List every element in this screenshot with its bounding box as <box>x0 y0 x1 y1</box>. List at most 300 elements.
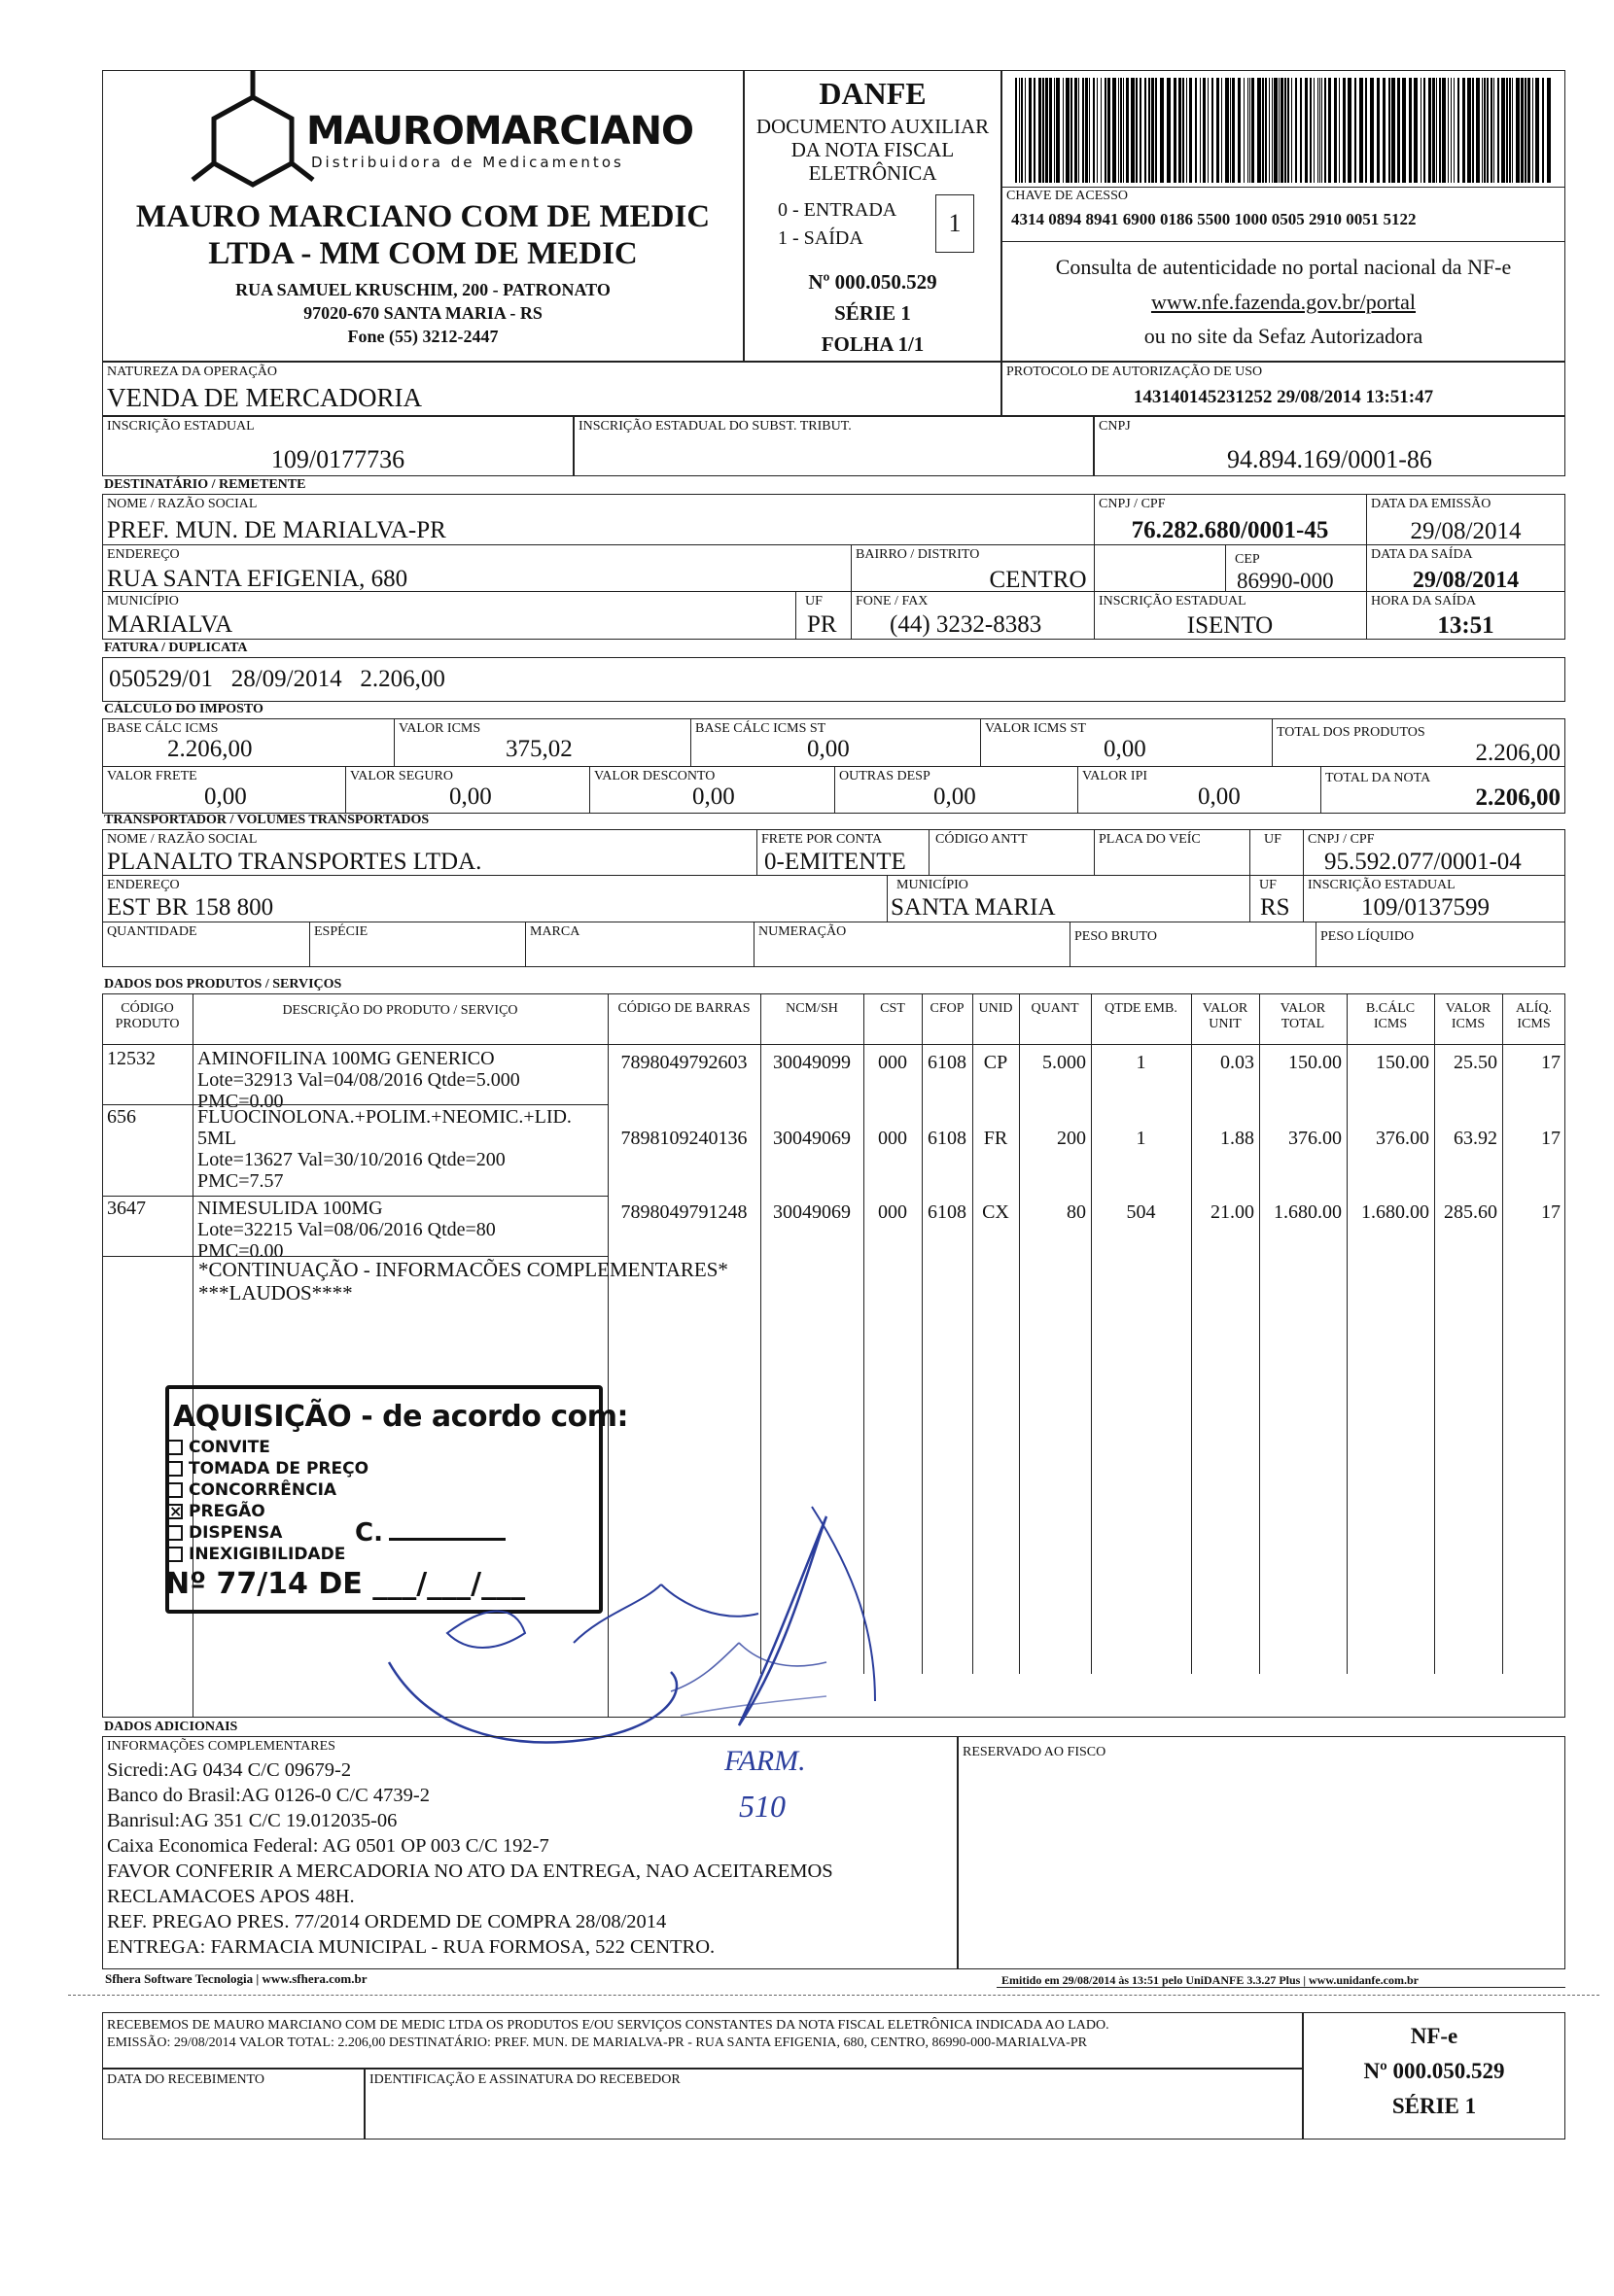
product-header-6: UNID <box>978 1001 1013 1016</box>
product-emb: 504 <box>1126 1201 1156 1223</box>
barcode-bar <box>1042 78 1044 183</box>
stamp-option <box>167 1544 368 1565</box>
transp-pl-label: PESO LÍQUIDO <box>1320 929 1415 944</box>
barcode-bar <box>1244 78 1245 183</box>
barcode-bar <box>1547 78 1551 183</box>
barcode-bar <box>1131 78 1135 183</box>
barcode-bar <box>1186 78 1187 183</box>
dest-cep-label: CEP <box>1235 552 1260 567</box>
transp-end-label: ENDEREÇO <box>107 878 180 892</box>
adicionais-line: Banco do Brasil:AG 0126-0 C/C 4739-2 <box>107 1785 430 1806</box>
frete: 0,00 <box>204 783 247 810</box>
divider <box>851 591 852 640</box>
consult-text-2: ou no site da Sefaz Autorizadora <box>1143 324 1423 348</box>
transp-placa-label: PLACA DO VEÍC <box>1099 832 1201 847</box>
product-column-divider <box>972 993 973 1674</box>
barcode-bar <box>1208 78 1209 183</box>
divider <box>394 718 395 766</box>
barcode-bar <box>1354 78 1356 183</box>
barcode-bar <box>1160 78 1164 183</box>
cut-line <box>68 1995 1599 1996</box>
stamp-number: Nº 77/14 DE ___/___/___ <box>165 1567 526 1601</box>
product-code: 656 <box>107 1106 136 1128</box>
footer-line <box>997 1987 1565 1988</box>
product-vtotal: 1.680.00 <box>1274 1201 1342 1223</box>
barcode-bar <box>1467 78 1471 183</box>
barcode-bar <box>1025 78 1026 183</box>
product-row-separator <box>102 1196 608 1197</box>
stamp-option-label: CONVITE <box>189 1438 270 1457</box>
barcode-bar <box>1200 78 1201 183</box>
barcode-bar <box>1019 78 1020 183</box>
transp-ie: 109/0137599 <box>1361 894 1490 921</box>
product-column-divider <box>1347 993 1348 1674</box>
dest-emissao-label: DATA DA EMISSÃO <box>1371 497 1491 511</box>
divider <box>309 922 310 967</box>
divider <box>756 829 757 875</box>
product-column-divider <box>1502 993 1503 1674</box>
dest-municipio: MARIALVA <box>107 611 233 638</box>
product-column-divider <box>1091 993 1092 1674</box>
barcode-bar <box>1319 78 1320 183</box>
transp-name: PLANALTO TRANSPORTES LTDA. <box>107 849 482 875</box>
product-vunit: 0.03 <box>1220 1052 1254 1073</box>
barcode-bar <box>1056 78 1060 183</box>
barcode-bar <box>1287 78 1289 183</box>
barcode-bar <box>1491 78 1492 183</box>
stamp-title: AQUISIÇÃO - de acordo com: <box>173 1400 628 1434</box>
barcode-bar <box>1542 78 1544 183</box>
divider <box>102 875 1565 876</box>
product-vicms: 63.92 <box>1454 1128 1497 1149</box>
operation-label: NATUREZA DA OPERAÇÃO <box>107 365 278 379</box>
laudos-text: ***LAUDOS**** <box>198 1281 353 1305</box>
product-cfop: 6108 <box>928 1128 966 1149</box>
canhoto-text1: RECEBEMOS DE MAURO MARCIANO COM DE MEDIC LTDA OS PRODUTOS E/OU SERVIÇOS CONSTANTES DA NOTA FISCAL ELETRÔNICA INDICADA AO LADO. <box>107 2018 1109 2033</box>
adicionais-line: Sicredi:AG 0434 C/C 09679-2 <box>107 1759 352 1781</box>
barcode-bar <box>1107 78 1110 183</box>
footer-right: Emitido em 29/08/2014 às 13:51 pelo UniDANFE 3.3.27 Plus | www.unidanfe.com.br <box>1001 1973 1419 1987</box>
product-vtotal: 376.00 <box>1288 1128 1342 1149</box>
ie-value: 109/0177736 <box>270 445 405 473</box>
barcode-bar <box>1484 78 1486 183</box>
barcode-bar <box>1148 78 1150 183</box>
barcode-bar <box>1074 78 1077 183</box>
divider <box>1094 829 1095 875</box>
adicionais-section-title: DADOS ADICIONAIS <box>104 1720 238 1734</box>
product-header-13: ALÍQ. ICMS <box>1516 1001 1552 1031</box>
divider <box>1303 829 1304 922</box>
protocol-value: 143140145231252 29/08/2014 13:51:47 <box>1133 387 1434 407</box>
divider <box>1272 718 1273 766</box>
barcode-bar <box>1281 78 1283 183</box>
barcode-bar <box>1432 78 1435 183</box>
product-column-divider <box>1019 993 1020 1674</box>
barcode-bar <box>1428 78 1431 183</box>
dest-cep: 86990-000 <box>1237 569 1334 593</box>
danfe-serie: SÉRIE 1 <box>834 301 911 325</box>
dest-fone: (44) 3232-8383 <box>890 611 1042 638</box>
divider <box>1001 187 1565 188</box>
transp-cnpj: 95.592.077/0001-04 <box>1324 849 1522 875</box>
barcode-bar <box>1439 78 1441 183</box>
barcode-bar <box>1454 78 1455 183</box>
produtos-section-title: DADOS DOS PRODUTOS / SERVIÇOS <box>104 977 342 991</box>
canhoto-nfe: NF-e <box>1410 2024 1458 2048</box>
danfe-saida: 1 - SAÍDA <box>778 227 863 249</box>
barcode-bar <box>1442 78 1446 183</box>
dest-saida: 29/08/2014 <box>1412 568 1520 593</box>
barcode-bar <box>1211 78 1213 183</box>
adicionais-line: Caixa Economica Federal: AG 0501 OP 003 C/C 192-7 <box>107 1835 549 1857</box>
divider <box>345 766 346 814</box>
barcode-bar <box>1472 78 1474 183</box>
divider <box>834 766 835 814</box>
barcode-bar <box>1423 78 1425 183</box>
barcode-bar <box>1078 78 1079 183</box>
operation-value: VENDA DE MERCADORIA <box>107 383 422 412</box>
outras-label: OUTRAS DESP <box>839 769 930 783</box>
product-header-10: VALOR TOTAL <box>1280 1001 1326 1031</box>
continuacao-text: *CONTINUAÇÃO - INFORMACÕES COMPLEMENTARES* <box>198 1258 728 1281</box>
recebimento-label: DATA DO RECEBIMENTO <box>107 2072 264 2087</box>
barcode-bar <box>1126 78 1129 183</box>
barcode-bar <box>1034 78 1035 183</box>
product-vunit: 21.00 <box>1210 1201 1254 1223</box>
divider <box>1249 829 1250 922</box>
barcode-bar <box>1397 78 1400 183</box>
stamp-option <box>167 1458 368 1479</box>
product-header-11: B.CÁLC ICMS <box>1365 1001 1416 1031</box>
product-pmc: PMC=0.00 <box>197 1240 284 1262</box>
stamp-option <box>167 1437 368 1458</box>
product-row-separator <box>102 1256 608 1257</box>
product-vtotal: 150.00 <box>1288 1052 1342 1073</box>
dest-end-label: ENDEREÇO <box>107 547 180 562</box>
dest-uf-label: UF <box>805 594 823 609</box>
barcode-bar <box>1532 78 1533 183</box>
barcode-bar <box>1063 78 1064 183</box>
transp-frete-label: FRETE POR CONTA <box>761 832 883 847</box>
barcode-bar <box>1383 78 1386 183</box>
barcode-bar <box>1082 78 1084 183</box>
barcode-bar <box>1015 78 1017 183</box>
barcode-bar <box>1328 78 1331 183</box>
barcode-bar <box>1436 78 1437 183</box>
barcode-bar <box>1348 78 1351 183</box>
barcode-bar <box>1402 78 1406 183</box>
transp-uf-label: UF <box>1264 832 1281 847</box>
barcode-bar <box>1167 78 1171 183</box>
barcode-bar <box>1310 78 1312 183</box>
dest-ie-label: INSCRIÇÃO ESTADUAL <box>1099 594 1246 609</box>
barcode-bar <box>1314 78 1315 183</box>
transp-num-label: NUMERAÇÃO <box>758 924 847 939</box>
barcode-bar <box>1391 78 1395 183</box>
product-bcalc: 150.00 <box>1376 1052 1429 1073</box>
product-pmc: PMC=0.00 <box>197 1091 284 1112</box>
dest-hora: 13:51 <box>1437 612 1494 639</box>
product-quant: 5.000 <box>1042 1052 1086 1073</box>
product-header-5: CFOP <box>930 1001 965 1016</box>
base-st-label: BASE CÁLC ICMS ST <box>695 721 826 736</box>
transp-cnpj-label: CNPJ / CPF <box>1308 832 1375 847</box>
barcode-bar <box>1509 78 1511 183</box>
product-header-3: NCM/SH <box>786 1001 838 1016</box>
barcode-bar <box>1284 78 1286 183</box>
product-barras: 7898049792603 <box>620 1052 748 1073</box>
barcode-bar <box>1272 78 1273 183</box>
divider <box>1077 766 1078 814</box>
transp-frete: 0-EMITENTE <box>764 849 906 875</box>
valor-icms-label: VALOR ICMS <box>399 721 481 736</box>
transp-uf2: RS <box>1260 894 1290 921</box>
barcode-bar <box>1525 78 1526 183</box>
desconto: 0,00 <box>692 783 735 810</box>
product-ncm: 30049069 <box>773 1201 851 1223</box>
checkbox-icon: × <box>169 1502 183 1520</box>
transp-ie-label: INSCRIÇÃO ESTADUAL <box>1308 878 1456 892</box>
barcode-bar <box>1506 78 1508 183</box>
canhoto-numero: Nº 000.050.529 <box>1363 2059 1505 2083</box>
barcode-bar <box>1493 78 1494 183</box>
assinatura-label: IDENTIFICAÇÃO E ASSINATURA DO RECEBEDOR <box>369 2072 681 2087</box>
barcode-bar <box>1049 78 1052 183</box>
barcode-bar <box>1038 78 1041 183</box>
stamp-option <box>167 1522 368 1544</box>
logo-brand: MAUROMARCIANO <box>306 109 694 154</box>
dest-uf: PR <box>807 611 837 638</box>
barcode-bar <box>1174 78 1176 183</box>
barcode-bar <box>1070 78 1072 183</box>
barcode-bar <box>1414 78 1418 183</box>
product-vicms: 285.60 <box>1444 1201 1497 1223</box>
divider <box>887 875 888 922</box>
product-aliq: 17 <box>1541 1052 1561 1073</box>
barcode-bar <box>1089 78 1090 183</box>
dest-hora-label: HORA DA SAÍDA <box>1371 594 1477 609</box>
product-code: 3647 <box>107 1198 146 1219</box>
barcode-bar <box>1265 78 1267 183</box>
stamp-option-label: PREGÃO <box>189 1502 265 1521</box>
canhoto-serie: SÉRIE 1 <box>1391 2094 1477 2118</box>
product-unid: CP <box>983 1052 1008 1073</box>
barcode-bar <box>1195 78 1197 183</box>
transp-esp-label: ESPÉCIE <box>314 924 368 939</box>
barcode-bar <box>1370 78 1374 183</box>
valor-icms: 375,02 <box>506 736 573 762</box>
product-emb: 1 <box>1136 1052 1146 1073</box>
stamp-c-text: C. <box>355 1518 383 1548</box>
product-cst: 000 <box>878 1128 907 1149</box>
barcode-bar <box>1054 78 1055 183</box>
base-st: 0,00 <box>807 736 850 762</box>
product-header-2: CÓDIGO DE BARRAS <box>617 1001 751 1016</box>
total-nota: 2.206,00 <box>1475 784 1561 811</box>
barcode-bar <box>1321 78 1322 183</box>
transp-municipio: SANTA MARIA <box>891 894 1056 921</box>
barcode-bar <box>1512 78 1513 183</box>
fisco-label: RESERVADO AO FISCO <box>963 1745 1106 1759</box>
barcode-bar <box>1448 78 1449 183</box>
barcode-bar <box>1521 78 1524 183</box>
barcode-bar <box>1225 78 1229 183</box>
barcode-bar <box>1269 78 1270 183</box>
barcode-bar <box>1300 78 1302 183</box>
desconto-label: VALOR DESCONTO <box>594 769 716 783</box>
logo-subtitle: Distribuidora de Medicamentos <box>311 154 624 171</box>
barcode-bar <box>1291 78 1292 183</box>
barcode-image <box>1011 78 1556 183</box>
adicionais-line: RECLAMACOES APOS 48H. <box>107 1886 355 1907</box>
barcode-bar <box>1144 78 1146 183</box>
barcode-bar <box>1359 78 1363 183</box>
barcode-bar <box>1093 78 1095 183</box>
barcode-bar <box>1238 78 1241 183</box>
barcode-bar <box>1118 78 1119 183</box>
product-cfop: 6108 <box>928 1052 966 1073</box>
emitter-name-2: LTDA - MM COM DE MEDIC <box>208 236 638 271</box>
base-icms-label: BASE CÁLC ICMS <box>107 721 219 736</box>
consult-text-1: Consulta de autenticidade no portal nacional da NF-e <box>1055 255 1512 279</box>
emitter-city: 97020-670 SANTA MARIA - RS <box>303 303 543 323</box>
product-bcalc: 376.00 <box>1376 1128 1429 1149</box>
divider <box>690 718 691 766</box>
product-ncm: 30049069 <box>773 1128 851 1149</box>
barcode-bar <box>1232 78 1235 183</box>
seguro: 0,00 <box>449 783 492 810</box>
danfe-sub3: ELETRÔNICA <box>808 161 937 185</box>
base-icms: 2.206,00 <box>167 736 253 762</box>
transp-uf2-label: UF <box>1259 878 1277 892</box>
handwriting-farm: FARM. <box>724 1745 806 1777</box>
emitter-address: RUA SAMUEL KRUSCHIM, 200 - PATRONATO <box>235 280 611 299</box>
product-lot: Lote=13627 Val=30/10/2016 Qtde=200 <box>197 1149 506 1170</box>
transp-marca-label: MARCA <box>530 924 580 939</box>
transp-qtd-label: QUANTIDADE <box>107 924 197 939</box>
divider <box>525 922 526 967</box>
checkbox-icon <box>167 1440 183 1455</box>
checkbox-icon <box>167 1525 183 1541</box>
barcode-bar <box>1203 78 1206 183</box>
fatura-value: 050529/01 28/09/2014 2.206,00 <box>109 666 445 692</box>
stamp-option-label: CONCORRÊNCIA <box>189 1480 337 1500</box>
product-header-1: DESCRIÇÃO DO PRODUTO / SERVIÇO <box>282 1003 518 1018</box>
checkbox-icon <box>167 1547 183 1562</box>
ie-label: INSCRIÇÃO ESTADUAL <box>107 419 255 434</box>
barcode-bar <box>1105 78 1106 183</box>
product-barras: 7898109240136 <box>620 1128 748 1149</box>
product-row-separator <box>102 1104 608 1105</box>
divider <box>980 718 981 766</box>
transp-antt-label: CÓDIGO ANTT <box>935 832 1028 847</box>
product-description-2: 5ML <box>197 1128 236 1149</box>
barcode-bar <box>1476 78 1480 183</box>
ipi: 0,00 <box>1198 783 1241 810</box>
barcode-bar <box>1155 78 1157 183</box>
dest-name-label: NOME / RAZÃO SOCIAL <box>107 497 258 511</box>
danfe-sub2: DA NOTA FISCAL <box>790 138 955 161</box>
stamp-option <box>167 1479 368 1501</box>
icms-st-label: VALOR ICMS ST <box>985 721 1086 736</box>
transp-endereco: EST BR 158 800 <box>107 894 274 921</box>
barcode-bar <box>1501 78 1505 183</box>
product-vicms: 25.50 <box>1454 1052 1497 1073</box>
barcode-bar <box>1251 78 1254 183</box>
barcode-bar <box>1221 78 1222 183</box>
dest-emissao: 29/08/2014 <box>1410 518 1522 544</box>
fisco-box <box>958 1736 1565 1969</box>
barcode-bar <box>1178 78 1181 183</box>
product-aliq: 17 <box>1541 1201 1561 1223</box>
dest-cnpj-label: CNPJ / CPF <box>1099 497 1166 511</box>
product-aliq: 17 <box>1541 1128 1561 1149</box>
danfe-sub1: DOCUMENTO AUXILIAR <box>755 115 990 138</box>
fatura-section-title: FATURA / DUPLICATA <box>104 641 248 655</box>
dest-ie: ISENTO <box>1186 612 1274 639</box>
icms-st: 0,00 <box>1104 736 1146 762</box>
barcode-bar <box>1029 78 1032 183</box>
barcode-bar <box>1123 78 1124 183</box>
barcode-bar <box>1045 78 1048 183</box>
barcode-bar <box>1388 78 1390 183</box>
barcode-bar <box>1230 78 1231 183</box>
product-column-divider <box>1434 993 1435 1674</box>
barcode-bar <box>1136 78 1138 183</box>
product-header-8: QTDE EMB. <box>1105 1001 1177 1016</box>
divider <box>1225 544 1226 591</box>
barcode-bar <box>1482 78 1483 183</box>
product-cst: 000 <box>878 1052 907 1073</box>
barcode-bar <box>1365 78 1367 183</box>
danfe-tipo-box: 1 <box>935 194 974 253</box>
product-cfop: 6108 <box>928 1201 966 1223</box>
product-header-12: VALOR ICMS <box>1445 1001 1491 1031</box>
barcode-bar <box>1274 78 1278 183</box>
danfe-folha: FOLHA 1/1 <box>821 332 925 356</box>
imposto-section-title: CÁLCULO DO IMPOSTO <box>104 702 263 716</box>
barcode-bar <box>1497 78 1499 183</box>
barcode-bar <box>1324 78 1326 183</box>
barcode-bar <box>1279 78 1280 183</box>
dest-bairro-label: BAIRRO / DISTRITO <box>856 547 980 562</box>
product-header-9: VALOR UNIT <box>1202 1001 1248 1031</box>
barcode-bar <box>1021 78 1023 183</box>
barcode-bar <box>1189 78 1192 183</box>
product-cst: 000 <box>878 1201 907 1223</box>
checkbox-icon <box>167 1461 183 1477</box>
product-quant: 80 <box>1067 1201 1086 1223</box>
barcode-bar <box>1305 78 1308 183</box>
consult-url[interactable]: www.nfe.fazenda.gov.br/portal <box>1150 290 1417 314</box>
barcode-bar <box>1112 78 1116 183</box>
stamp-items <box>167 1437 368 1565</box>
transp-section-title: TRANSPORTADOR / VOLUMES TRANSPORTADOS <box>104 813 430 827</box>
barcode-bar <box>1295 78 1297 183</box>
total-nota-label: TOTAL DA NOTA <box>1325 771 1431 785</box>
barcode-bar <box>1516 78 1520 183</box>
access-key-label: CHAVE DE ACESSO <box>1006 189 1128 203</box>
dest-name: PREF. MUN. DE MARIALVA-PR <box>107 517 446 543</box>
stamp-option-label: DISPENSA <box>189 1523 283 1543</box>
product-unid: CX <box>982 1201 1009 1223</box>
adicionais-label: INFORMAÇÕES COMPLEMENTARES <box>107 1739 335 1754</box>
barcode-bar <box>1339 78 1340 183</box>
transp-name-label: NOME / RAZÃO SOCIAL <box>107 832 258 847</box>
barcode-bar <box>1066 78 1070 183</box>
product-quant: 200 <box>1057 1128 1086 1149</box>
barcode-bar <box>1120 78 1122 183</box>
